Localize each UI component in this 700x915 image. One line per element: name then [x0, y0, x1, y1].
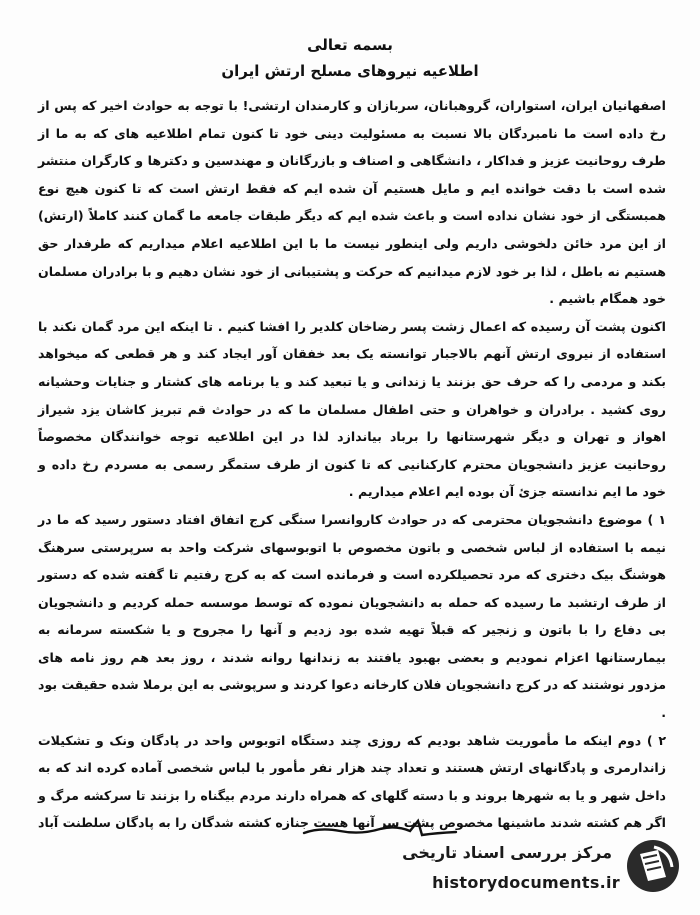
document-paragraph-2: اکنون پشت آن رسیده که اعمال زشت پسر رضاخان کلدیر را افشا کنیم . تا اینکه این مرد گمان نکند با استفاده از نیروی ارتش آنهم بالاجبار توانسته یک بعد خفقان آور ایجاد کند و هر قطعی که میخواهد بکند و مردمی را که حرف حق بزنند یا زندانی و یا تبعید کند و یا برنامه های کشتار و جنایات وحشیانه روی کشید . برادران و خواهران و حتی اطفال مسلمان ما که در حوادث قم تبریز کاشان یزد شیراز اهواز و تهران و دیگر شهرستانها را برباد بیاندازد لذا در این اطلاعیه توجه خوانندگان مخصوصاً روحانیت عزیز دانشجویان محترم کارکنانیی که تا کنون از طرف ستمگر رسمی به مسردم رخ داده و خود ما ایم ندانسته جزئ آن بوده ایم اعلام میداریم .: [38, 318, 666, 500]
watermark-name: مرکز بررسی اسناد تاریخی: [402, 843, 612, 862]
document-paragraph-4: ۲ ) دوم اینکه ما مأموریت شاهد بودیم که روزی چند دستگاه اتوبوس واحد در پادگان ونک و تشکیلات زاندارمری و پادگانهای ارتش هستند و تعداد چند هزار نفر مأمور با لباس شخصی آماده کرده اند که به داخل شهر و یا به شهرها بروند و با دسته گلهای که همراه دارند مردم بیگناه را بزنند تا سرکشه مرگ و اگر هم کشته شدند ماشینها مخصوص پشت سر آنها هست جنازه کشته شدگان را به پادگان سلطنت آباد: [38, 732, 666, 831]
document-subheading: اطلاعیه نیروهای مسلح ارتش ایران: [221, 62, 479, 80]
document-heading: بسمه تعالی: [307, 36, 393, 54]
document-body: [38, 92, 666, 865]
watermark-url: historydocuments.ir: [432, 873, 620, 892]
document-paragraph-3: ۱ ) موضوع دانشجویان محترمی که در حوادث کاروانسرا سنگی کرج اتفاق افتاد دستور رسید که ما در نیمه با استفاده از لباس شخصی و باتون مخصوص با اتوبوسهای شرکت واحد به سرپرستی سرهنگ هوشنگ بیک دختری که مرد تحصیلکرده است و فرمانده است که به کرج رفتیم تا گفته شده که دستور از طرف ارتشبد ما رسیده که حمله به دانشجویان نموده که توسط موسسه حمله کردیم و دانشجویان بی دفاع را با باتون و زنجیر که قبلاً تهیه شده بود زدیم و آنها را مجروح و یا شکسته سرمانه به بیمارستانها اعزام نمودیم و بعضی بهبود یافتند به زندانها روانه شدند ، روز بعد هم روز نامه های مزدور نوشتند که در کرج دانشجویان فلان کارخانه دعوا کردند و سرپوشی به این برملا شده حقیقت بود .: [38, 511, 666, 721]
archive-watermark: [382, 835, 682, 905]
archive-document-icon: [624, 837, 682, 895]
document-paragraph-1: اصفهانیان ایران، استواران، گروهبانان، سربازان و کارمندان ارتشی! با توجه به حوادث اخیر که پس از رخ داده است ما نامبردگان بالا نسبت به مسئولیت دینی خود تا کنون تمام اطلاعیه های که به ما از طرف روحانیت عزیز و فداکار ، دانشگاهی و اصناف و بازرگانان و مهندسین و دکترها و کارگران منتشر شده است با دقت خوانده ایم و مایل هستیم آن شده ایم که فقط ارتش است که تا کنون هیچ نوع همبستگی از خود نشان نداده است و باعث شده ایم که دیگر طبقات جامعه ما گمان کنند کاملاً (ارتش) از این مرد خائن دلخوشی داریم ولی اینطور نیست ما با این اطلاعیه اعلام میداریم که طرفدار حق هستیم نه باطل ، لذا بر خود لازم میدانیم که حرکت و پشتیبانی از خود نشان دهیم و با برادران مسلمان خود همگام باشیم .: [38, 98, 666, 307]
